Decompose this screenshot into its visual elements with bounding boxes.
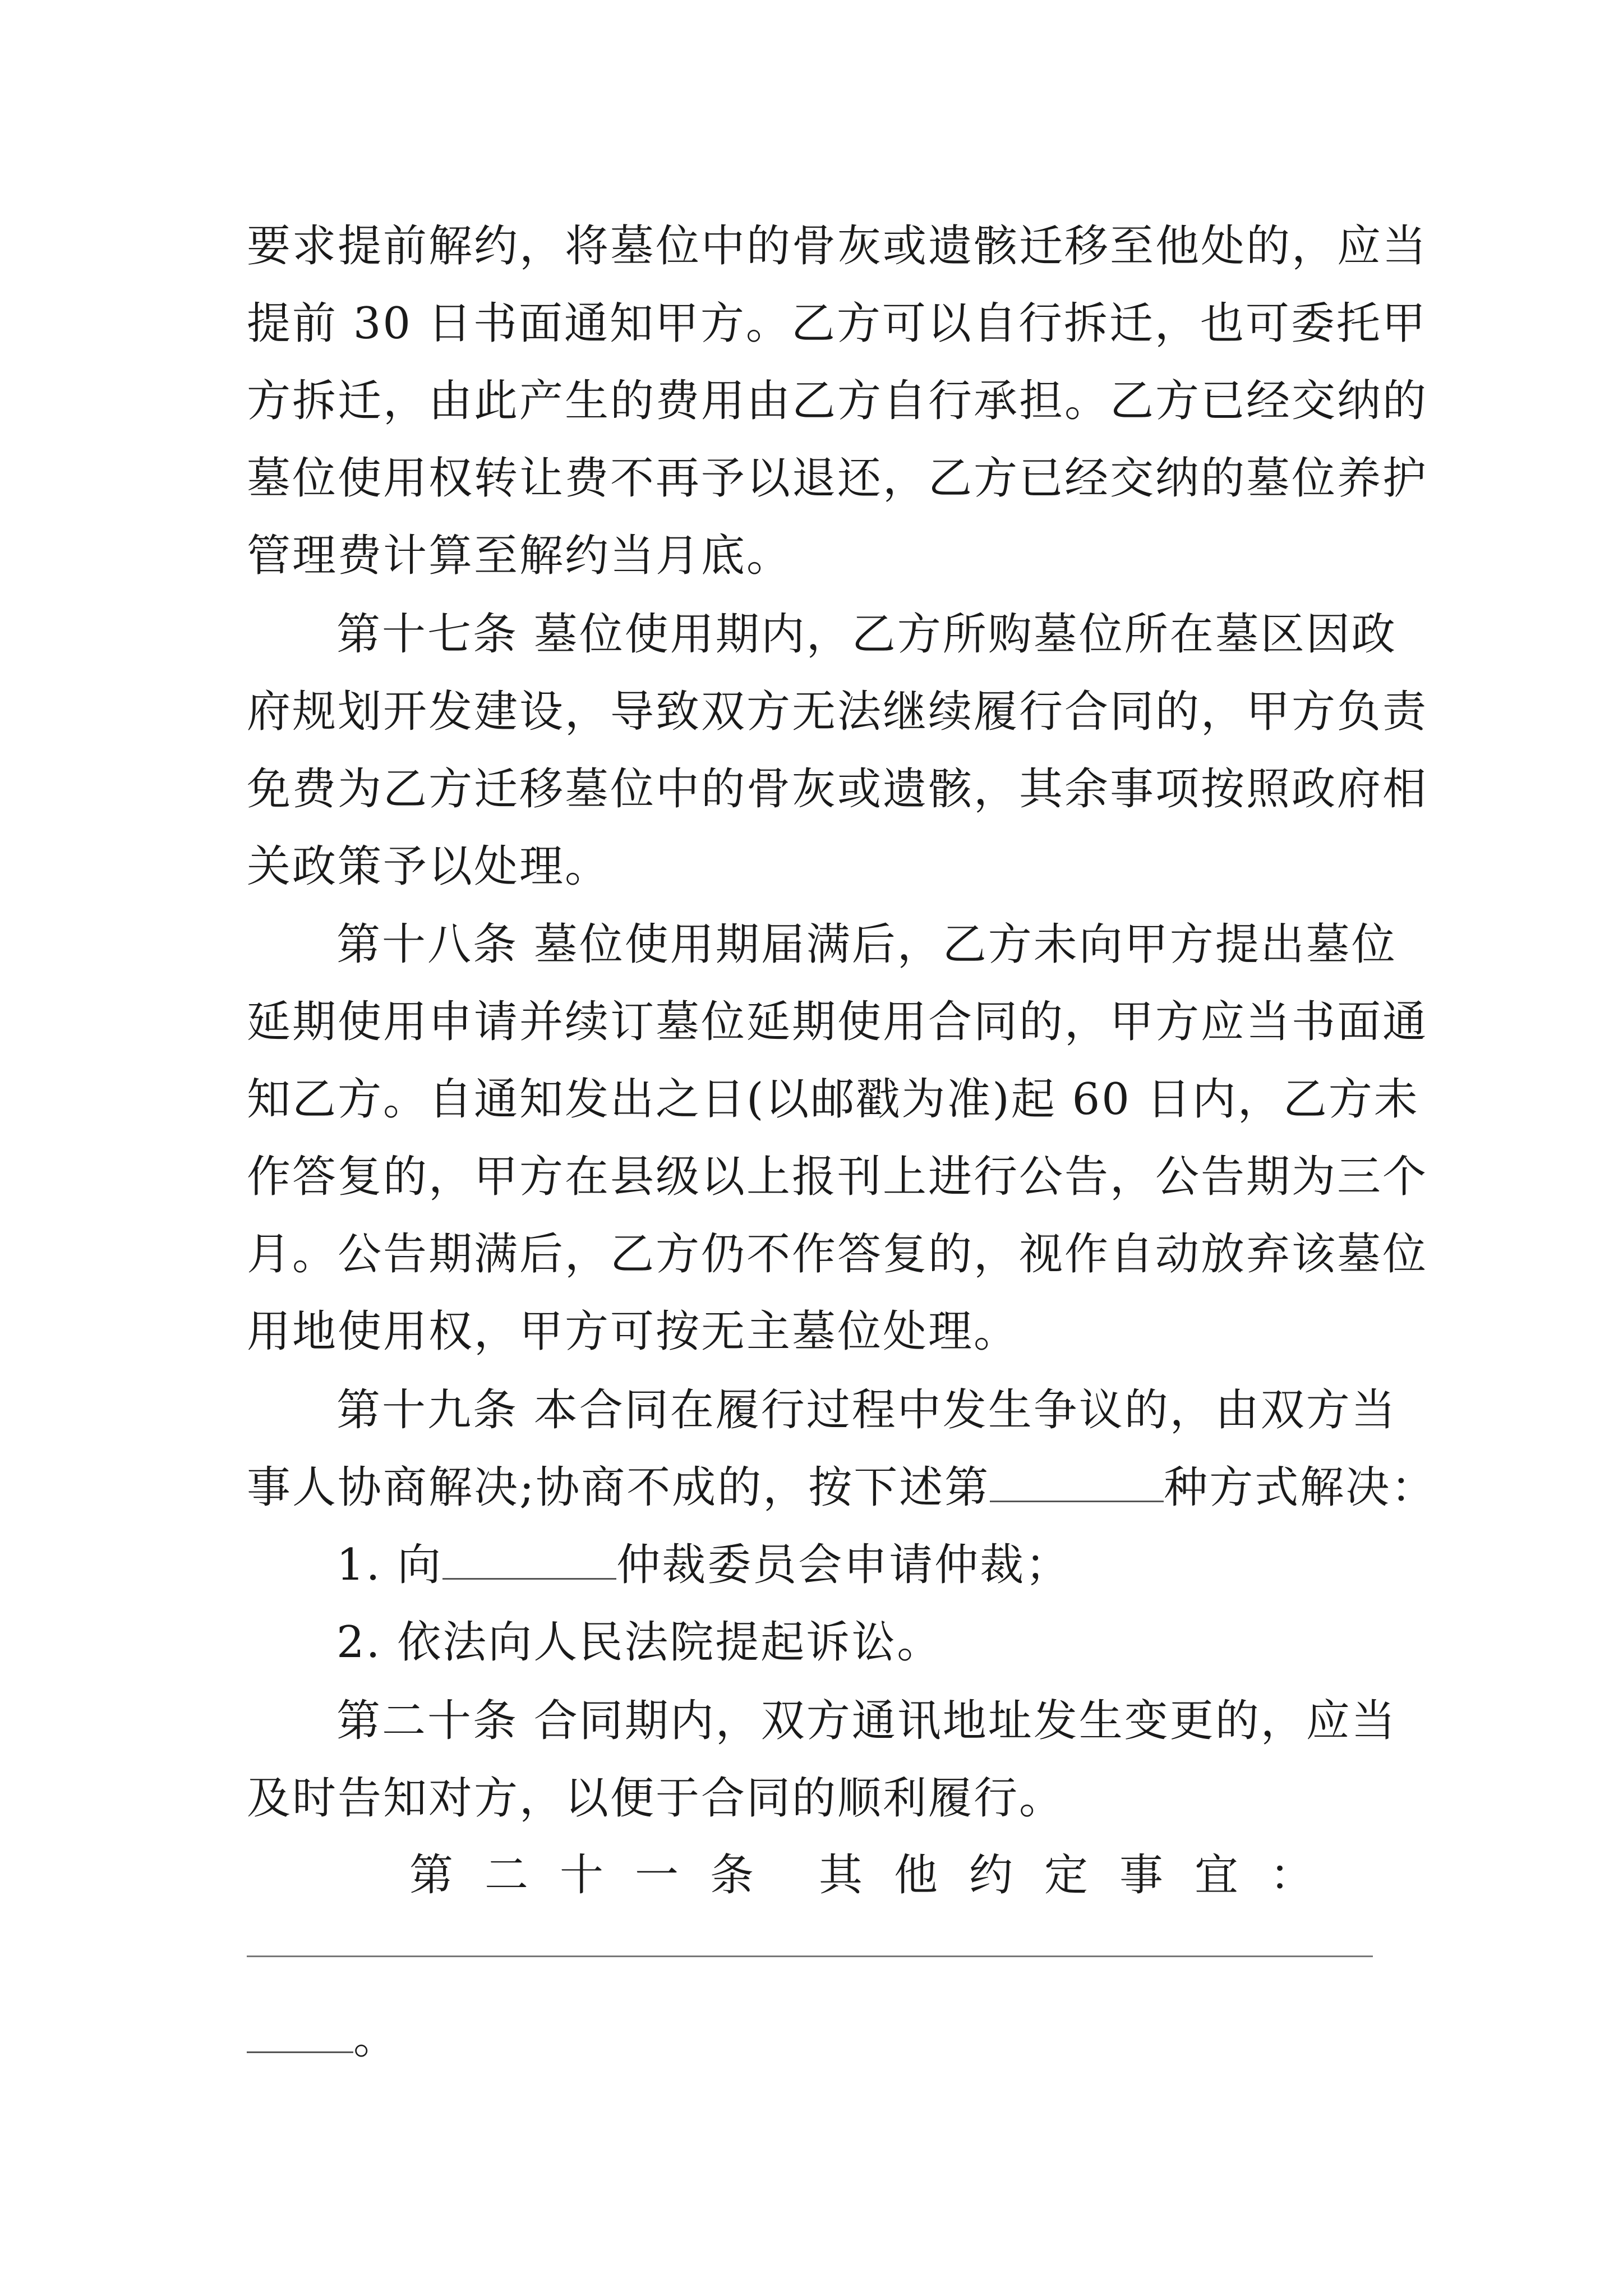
text-line: 第十九条 本合同在履行过程中发生争议的，由双方当 (336, 1385, 1397, 1435)
text-line: 要求提前解约，将墓位中的骨灰或遗骸迁移至他处的，应当 (247, 221, 1428, 272)
article-18 (247, 906, 1428, 1370)
article-20 (247, 1682, 1397, 1837)
text-line: 第十七条 墓位使用期内，乙方所购墓位所在墓区因政 (336, 609, 1397, 660)
text-line: 月。公告期满后，乙方仍不作答复的，视作自动放弃该墓位 (247, 1229, 1428, 1280)
text-line (247, 1449, 1437, 1526)
paragraph-termination (247, 208, 1428, 595)
text-line: 第二十条 合同期内，双方通讯地址发生变更的，应当 (336, 1696, 1397, 1746)
article-21 (247, 1837, 1385, 1914)
text-line: 方拆迁，由此产生的费用由乙方自行承担。乙方已经交纳的 (247, 376, 1428, 426)
text-line: 管理费计算至解约当月底。 (247, 531, 792, 581)
text-line: 知乙方。自通知发出之日(以邮戳为准)起 60 日内，乙方未 (247, 1074, 1419, 1125)
other-matters-blank-line[interactable] (247, 1955, 1373, 1957)
article-17 (247, 596, 1428, 905)
other-matters-blank-end[interactable] (247, 2012, 353, 2053)
text-segment: 第二十一条 (409, 1850, 786, 1901)
text-line: 作答复的，甲方在县级以上报刊上进行公告，公告期为三个 (247, 1152, 1428, 1202)
text-line: 府规划开发建设，导致双方无法继续履行合同的，甲方负责 (247, 687, 1428, 737)
text-segment: 仲裁委员会申请仲裁； (616, 1540, 1071, 1590)
text-line: 用地使用权，甲方可按无主墓位处理。 (247, 1306, 1020, 1357)
text-line: 免费为乙方迁移墓位中的骨灰或遗骸，其余事项按照政府相 (247, 764, 1428, 815)
text-segment: 1. 向 (336, 1540, 443, 1590)
option-1 (247, 1526, 1385, 1604)
text-line (247, 2000, 1385, 2077)
text-line: 第十八条 墓位使用期届满后，乙方未向甲方提出墓位 (336, 919, 1397, 970)
text-segment: 种方式解决： (1164, 1462, 1437, 1513)
text-line: 及时告知对方，以便于合同的顺利履行。 (247, 1773, 1065, 1824)
text-segment: 。 (353, 2013, 399, 2064)
text-line: 关政策予以处理。 (247, 841, 611, 892)
text-line: 延期使用申请并续订墓位延期使用合同的，甲方应当书面通 (247, 997, 1428, 1047)
text-segment: 其他约定事宜： (819, 1850, 1345, 1901)
option-2: 2. 依法向人民法院提起诉讼。 (336, 1617, 943, 1668)
arbitration-commission-blank[interactable] (442, 1539, 616, 1580)
article-19 (247, 1372, 1437, 1681)
article-21-heading (247, 1837, 1385, 1914)
text-segment: 事人协商解决;协商不成的，按下述第 (247, 1462, 990, 1513)
article-21-tail (247, 2000, 1385, 2077)
text-line: 墓位使用权转让费不再予以退还，乙方已经交纳的墓位养护 (247, 453, 1428, 504)
text-line: 提前 30 日书面通知甲方。乙方可以自行拆迁，也可委托甲 (247, 298, 1427, 349)
method-number-blank[interactable] (990, 1461, 1164, 1502)
